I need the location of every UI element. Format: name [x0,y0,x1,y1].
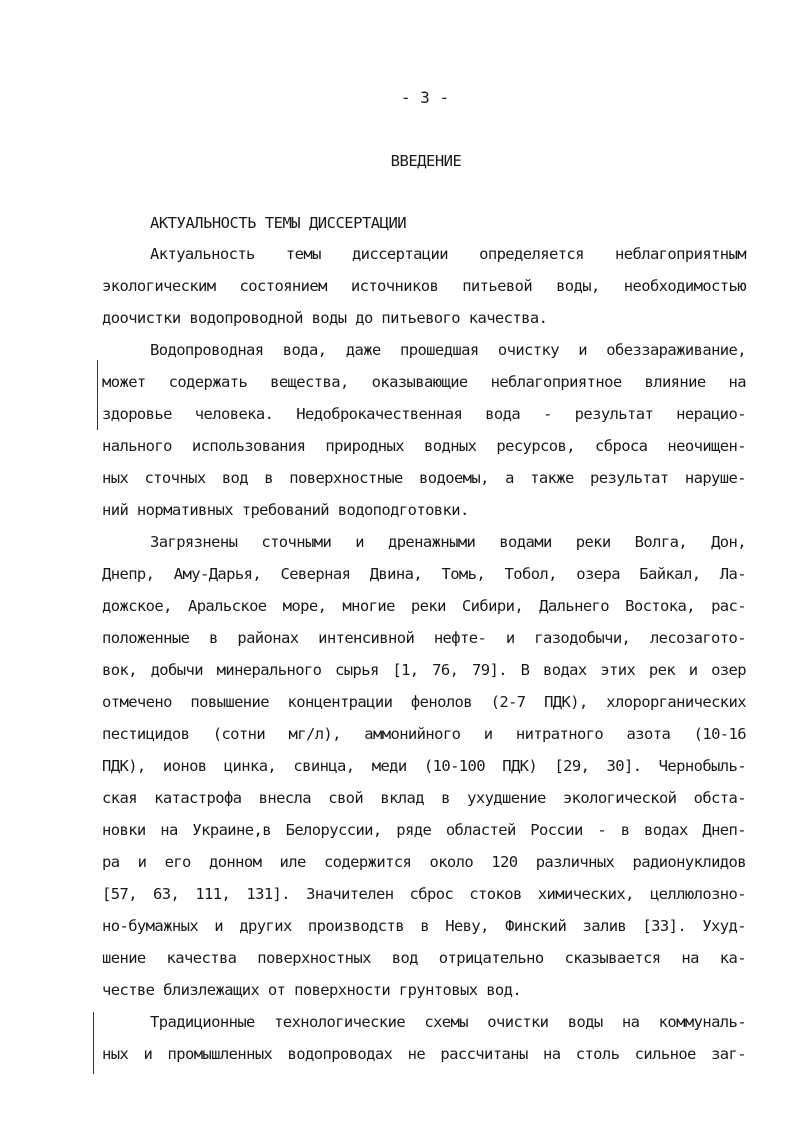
subheading: АКТУАЛЬНОСТЬ ТЕМЫ ДИССЕРТАЦИИ [150,214,407,232]
text-line: Традиционные технологические схемы очистки воды на коммуналь- [150,1013,746,1031]
text-line: ская катастрофа внесла свой вклад в ухудшение экологической обста- [102,789,746,807]
text-line: положенные в районах интенсивной нефте- и газодобычи, лесозаготo- [102,629,746,647]
text-line: экологическим состоянием источников питьевой воды, необходимостью [102,277,746,295]
text-line: Загрязнены сточными и дренажными водами реки Волга, Дон, [150,533,746,551]
text-line: отмечено повышение концентрации фенолов (2-7 ПДК), хлорорганических [102,693,746,711]
text-line: новки на Украине,в Белоруссии, ряде областей России - в водах Днеп- [102,821,746,839]
text-line: пестицидов (сотни мг/л), аммонийного и нитратного азота (10-16 [102,725,746,743]
text-line: ПДК), ионов цинка, свинца, меди (10-100 ПДК) [29, 30]. Чернобыль- [102,757,746,775]
text-line: здоровье человека. Недоброкачественная вода - результат нерацио- [102,405,746,423]
text-line: ра и его донном иле содержится около 120 различных радионуклидов [102,853,746,871]
text-line: доочистки водопроводной воды до питьевого качества. [102,309,548,327]
text-line: [57, 63, 111, 131]. Значителен сброс стоков химических, целлюлозно- [102,885,746,903]
text-line: ний нормативных требований водоподготовки. [102,501,469,519]
text-line: дожское, Аральское море, многие реки Сибири, Дальнего Востока, рас- [102,597,746,615]
text-line: ных и промышленных водопроводах не рассчитаны на столь сильное заг- [102,1045,746,1063]
page-number: - 3 - [400,88,450,107]
text-line: честве близлежащих от поверхности грунтовых вод. [102,981,522,999]
margin-mark [93,1012,94,1074]
text-line: Актуальность темы диссертации определяется неблагоприятным [150,245,746,263]
text-line: ных сточных вод в поверхностные водоемы, а также результат наруше- [102,469,746,487]
margin-mark [97,360,98,430]
text-line: Днепр, Аму-Дарья, Северная Двина, Томь, Тобол, озера Байкал, Ла- [102,565,746,583]
text-line: вок, добычи минерального сырья [1, 76, 79]. В водах этих рек и озер [102,661,746,679]
text-line: может содержать вещества, оказывающие неблагоприятное влияние на [102,373,746,391]
text-line: Водопроводная вода, даже прошедшая очистку и обеззараживание, [150,341,746,359]
text-line: нального использования природных водных ресурсов, сброса неочищен- [102,437,746,455]
text-line: шение качества поверхностных вод отрицательно сказывается на ка- [102,949,746,967]
section-title: ВВЕДЕНИЕ [390,152,462,170]
text-line: но-бумажных и других производств в Неву, Финский залив [33]. Ухуд- [102,917,746,935]
